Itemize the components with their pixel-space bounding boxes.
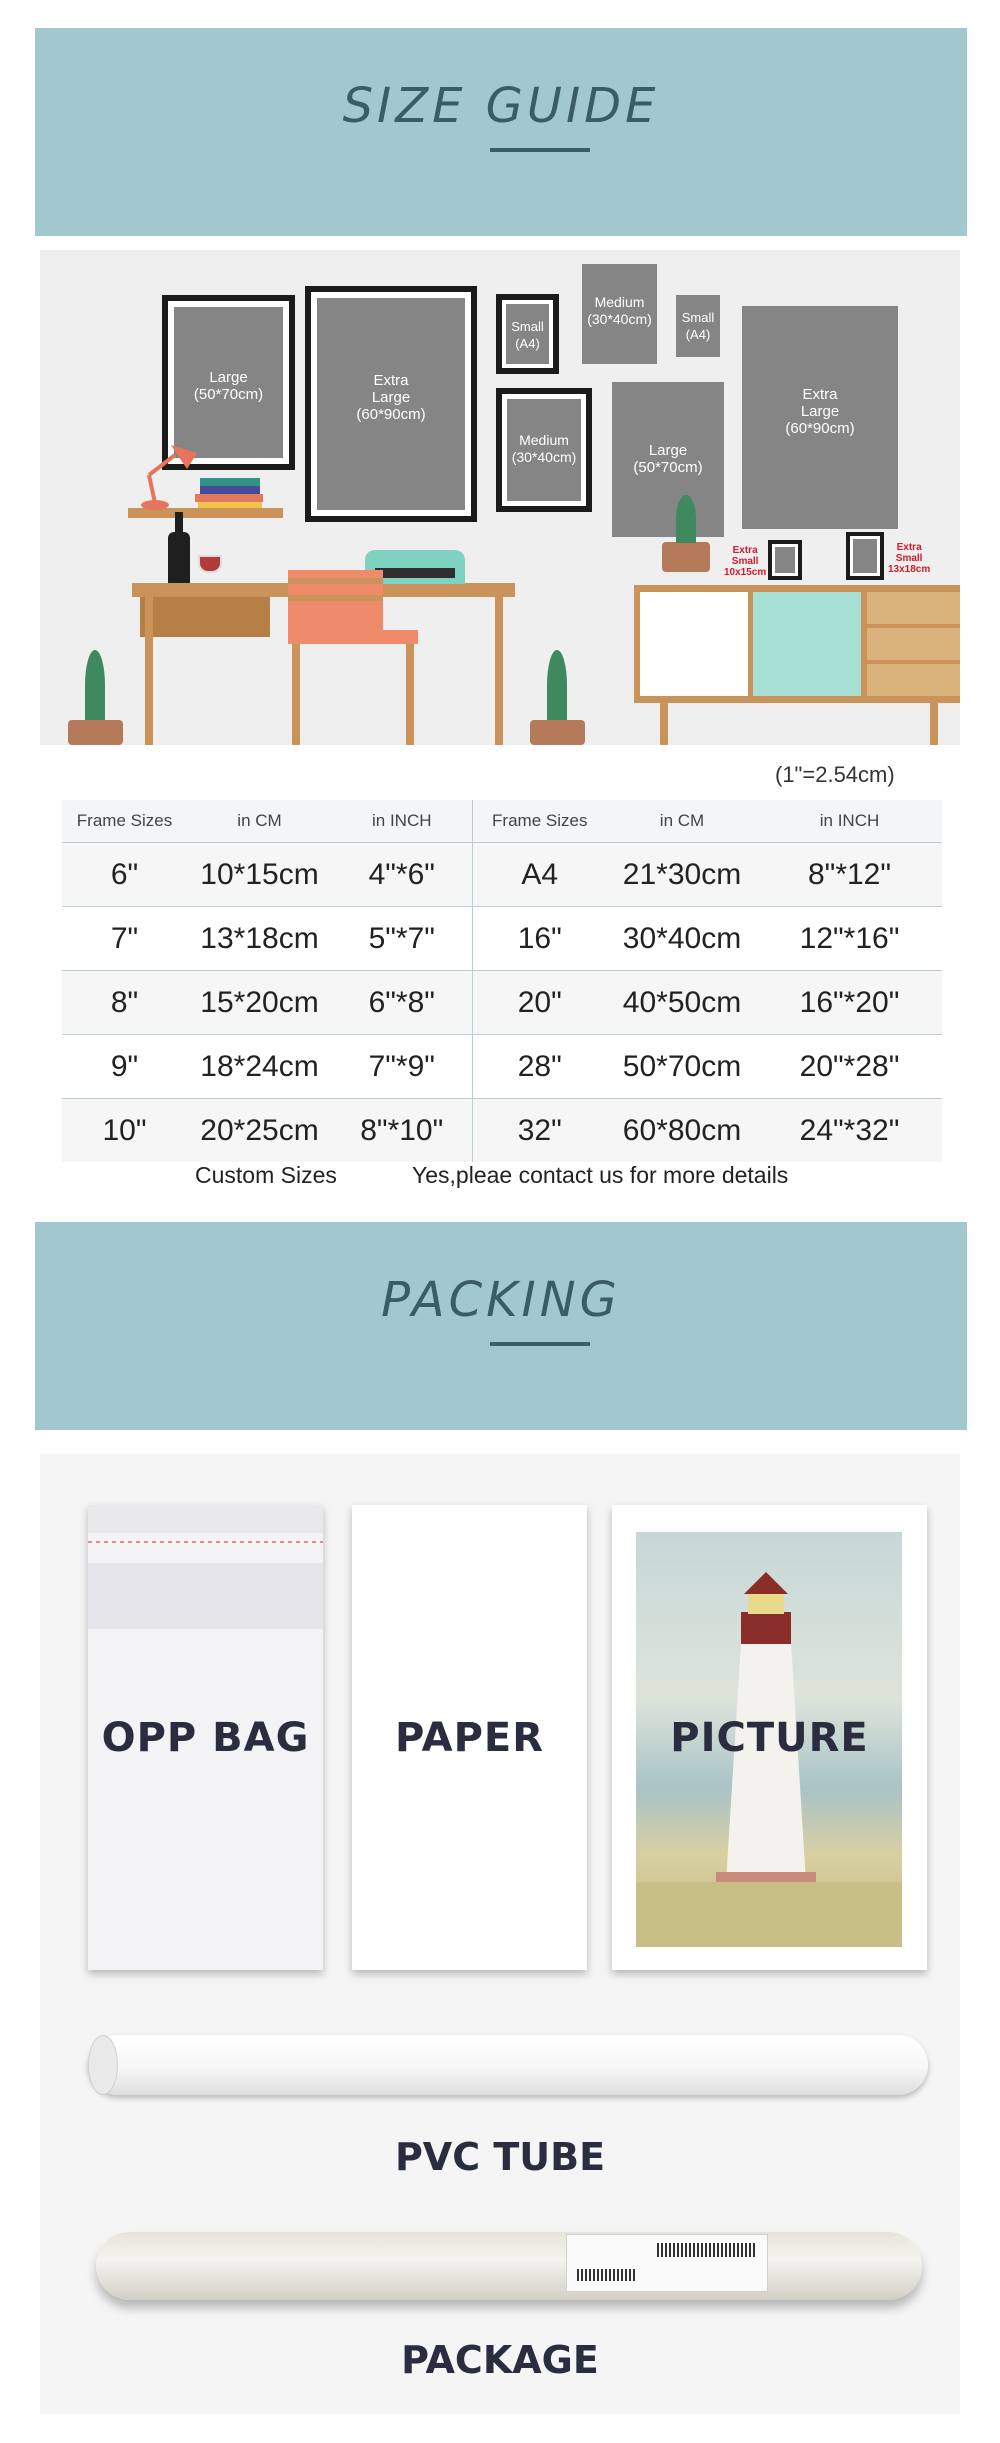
desk-lamp-icon: [135, 435, 205, 510]
chair-leg: [292, 644, 300, 745]
table-cell: 16"*20": [757, 971, 942, 1035]
book: [195, 494, 263, 502]
paper-label: PAPER: [394, 1715, 545, 1761]
packing-banner: [35, 1222, 967, 1430]
pvc-tube: [88, 2035, 928, 2095]
sideboard-drawer: [867, 592, 960, 624]
table-cell: 40*50cm: [607, 971, 757, 1035]
table-cell: 16": [472, 907, 607, 971]
bottle: [175, 512, 183, 534]
custom-sizes-label: Custom Sizes: [195, 1162, 337, 1188]
table-cell: 12"*16": [757, 907, 942, 971]
packing-title: PACKING: [381, 1272, 621, 1328]
book: [200, 478, 260, 486]
table-cell: 28": [472, 1035, 607, 1099]
book: [200, 486, 260, 494]
picture-card: [612, 1505, 927, 1970]
table-cell: 30*40cm: [607, 907, 757, 971]
table-row: [62, 971, 942, 1035]
frame-label: Small (A4): [511, 319, 544, 351]
table-cell: 10": [62, 1099, 187, 1163]
package-label: PACKAGE: [401, 2338, 599, 2382]
table-row: [62, 1035, 942, 1099]
table-cell: 60*80cm: [607, 1099, 757, 1163]
bag-band: [88, 1563, 323, 1629]
frame-label: Large (50*70cm): [633, 442, 703, 476]
table-cell: 13*18cm: [187, 907, 332, 971]
table-cell: 20": [472, 971, 607, 1035]
size-guide-title: SIZE GUIDE: [342, 78, 660, 134]
frame-label: Small (A4): [681, 310, 715, 342]
header-cell: in CM: [187, 800, 332, 843]
paper-card: [352, 1505, 587, 1970]
table-cell: 21*30cm: [607, 843, 757, 907]
frame-extra-large-right: [742, 306, 898, 529]
barcode: [657, 2243, 757, 2257]
plant-pot: [662, 542, 710, 572]
table-cell: A4: [472, 843, 607, 907]
header-cell: Frame Sizes: [472, 800, 607, 843]
frame-extra-small-2: [846, 532, 884, 580]
bag-flap: [88, 1505, 323, 1533]
header-cell: in CM: [607, 800, 757, 843]
plant-pot: [530, 720, 585, 745]
shipping-label: [566, 2234, 768, 2292]
desk-leg: [495, 597, 503, 745]
frame-label: Medium (30*40cm): [587, 294, 652, 327]
wine-glass: [198, 555, 222, 573]
table-cell: 8"*12": [757, 843, 942, 907]
size-guide-banner: [35, 28, 967, 236]
table-cell: 10*15cm: [187, 843, 332, 907]
sideboard-door: [640, 592, 748, 696]
table-cell: 7": [62, 907, 187, 971]
tube-end: [88, 2035, 118, 2095]
chair-seat: [288, 630, 418, 644]
table-row: [62, 907, 942, 971]
table-cell: 24"*32": [757, 1099, 942, 1163]
header-cell: in INCH: [757, 800, 942, 843]
room-illustration: [40, 250, 960, 745]
book: [198, 502, 262, 508]
plant: [676, 495, 696, 543]
extra-small-label-2: Extra Small 13x18cm: [888, 542, 931, 575]
header-cell: Frame Sizes: [62, 800, 187, 843]
sideboard-drawer: [867, 628, 960, 660]
opp-bag-label: OPP BAG: [101, 1715, 310, 1761]
title-underline: [490, 1342, 590, 1346]
pvc-tube-label: PVC TUBE: [394, 2135, 606, 2179]
chair-slat: [288, 578, 383, 584]
frame-label: Medium (30*40cm): [511, 432, 577, 465]
plant: [85, 650, 105, 720]
frame-label: Large (50*70cm): [193, 369, 264, 403]
frame-small-left: [496, 294, 559, 374]
chair-slat: [288, 595, 383, 601]
bottle: [168, 532, 190, 584]
table-cell: 8": [62, 971, 187, 1035]
typewriter-keys: [375, 568, 455, 578]
plant: [547, 650, 567, 720]
size-table: [62, 800, 942, 1162]
package-tube: [96, 2232, 922, 2300]
frame-extra-small-1: [768, 540, 802, 580]
table-cell: 32": [472, 1099, 607, 1163]
title-underline: [490, 148, 590, 152]
table-cell: 4"*6": [332, 843, 472, 907]
table-cell: 18*24cm: [187, 1035, 332, 1099]
table-row: [62, 1099, 942, 1163]
table-cell: 15*20cm: [187, 971, 332, 1035]
frame-medium-mid: [496, 388, 592, 512]
desk-drawer: [140, 597, 270, 637]
conversion-note: (1"=2.54cm): [775, 762, 895, 787]
frame-medium-top: [582, 264, 657, 364]
frame-label: Extra Large (60*90cm): [356, 372, 426, 423]
table-cell: 6": [62, 843, 187, 907]
table-cell: 7"*9": [332, 1035, 472, 1099]
table-cell: 50*70cm: [607, 1035, 757, 1099]
chair-leg: [406, 644, 414, 745]
table-row: [62, 843, 942, 907]
frame-large-right: [612, 382, 724, 537]
table-cell: 5"*7": [332, 907, 472, 971]
barcode: [577, 2269, 637, 2281]
sideboard-drawer: [867, 664, 960, 696]
frame-extra-large-left: [305, 286, 477, 522]
plant-pot: [68, 720, 123, 745]
opp-bag-card: [88, 1505, 323, 1970]
table-header-row: [62, 800, 942, 843]
sideboard-leg: [660, 703, 668, 745]
frame-small-right: [676, 295, 720, 357]
header-cell: in INCH: [332, 800, 472, 843]
picture-label: PICTURE: [670, 1715, 869, 1761]
table-cell: 6"*8": [332, 971, 472, 1035]
desk-leg: [145, 597, 153, 745]
table-cell: 9": [62, 1035, 187, 1099]
table-cell: 20"*28": [757, 1035, 942, 1099]
sideboard-door: [753, 592, 861, 696]
sideboard-leg: [930, 703, 938, 745]
table-cell: 8"*10": [332, 1099, 472, 1163]
custom-sizes-text: Yes,pleae contact us for more details: [412, 1162, 789, 1188]
table-cell: 20*25cm: [187, 1099, 332, 1163]
bag-seal-line: [88, 1541, 323, 1543]
frame-label: Extra Large (60*90cm): [785, 386, 855, 437]
extra-small-label-1: Extra Small 10x15cm: [724, 545, 767, 578]
